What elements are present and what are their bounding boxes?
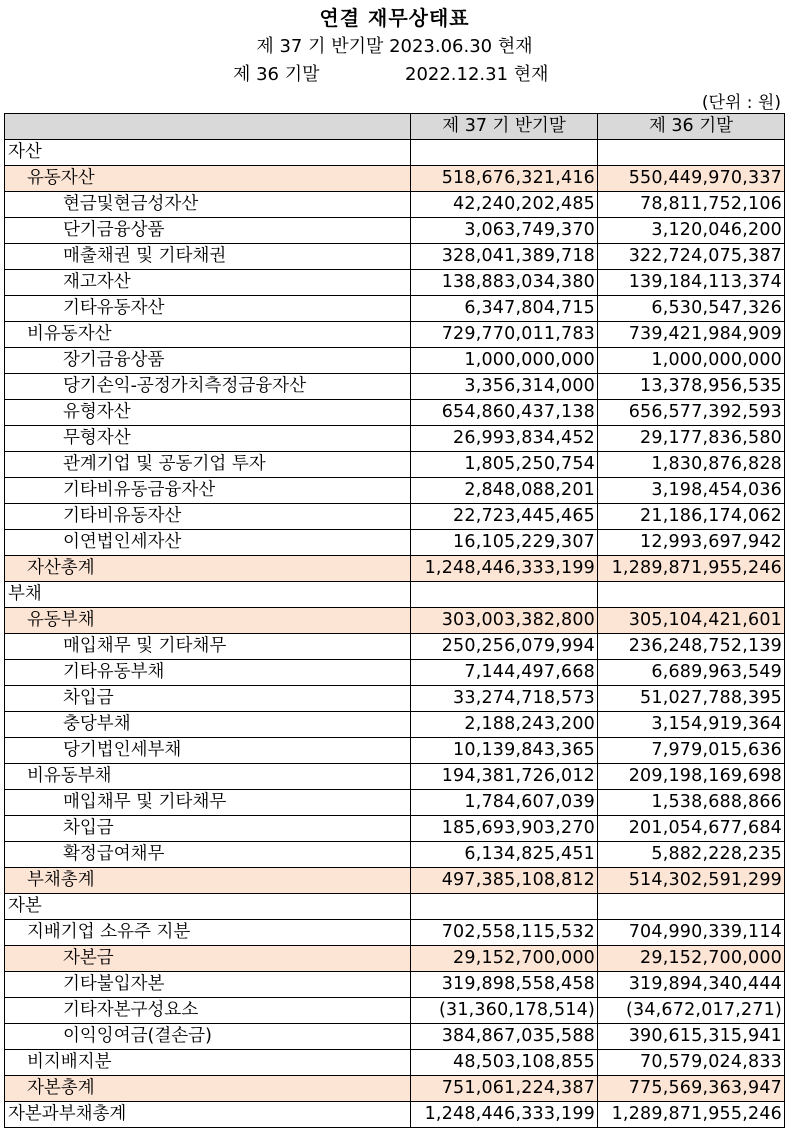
table-row — [5, 582, 785, 608]
account-label: 자본 — [5, 894, 411, 920]
table-row — [5, 530, 785, 556]
prior-period-value: 739,421,984,909 — [598, 322, 785, 348]
current-period-value: 10,139,843,365 — [411, 738, 598, 764]
balance-sheet-table — [4, 113, 785, 1128]
current-period: 제 37 기 반기말 2023.06.30 현재 — [256, 36, 533, 57]
table-row — [5, 1050, 785, 1076]
table-row — [5, 426, 785, 452]
account-label: 지배기업 소유주 지분 — [5, 920, 411, 946]
prior-period-value: 1,000,000,000 — [598, 348, 785, 374]
current-period-value: 26,993,834,452 — [411, 426, 598, 452]
prior-period-value: 1,289,871,955,246 — [598, 556, 785, 582]
prior-period-value: 13,378,956,535 — [598, 374, 785, 400]
table-row — [5, 400, 785, 426]
prior-period-value: 1,830,876,828 — [598, 452, 785, 478]
table-row — [5, 192, 785, 218]
table-row — [5, 686, 785, 712]
account-label: 기타비유동금융자산 — [5, 478, 411, 504]
table-row — [5, 842, 785, 868]
current-period-value — [411, 582, 598, 608]
prior-period-label: 제 36 기말 — [233, 64, 320, 85]
account-label: 비유동부채 — [5, 764, 411, 790]
prior-period-value: 775,569,363,947 — [598, 1076, 785, 1102]
account-label: 충당부채 — [5, 712, 411, 738]
prior-period-value — [598, 140, 785, 166]
account-label: 기타유동자산 — [5, 296, 411, 322]
account-label: 유형자산 — [5, 400, 411, 426]
table-row — [5, 556, 785, 582]
account-label: 단기금융상품 — [5, 218, 411, 244]
account-label: 당기법인세부채 — [5, 738, 411, 764]
account-label: 자본금 — [5, 946, 411, 972]
account-label: 확정급여채무 — [5, 842, 411, 868]
prior-period-value: 3,154,919,364 — [598, 712, 785, 738]
prior-period-value: 1,538,688,866 — [598, 790, 785, 816]
column-header-account — [5, 114, 411, 140]
table-row — [5, 270, 785, 296]
account-label: 부채 — [5, 582, 411, 608]
prior-period-value: 305,104,421,601 — [598, 608, 785, 634]
current-period-value: 319,898,558,458 — [411, 972, 598, 998]
current-period-value: 1,248,446,333,199 — [411, 556, 598, 582]
table-row — [5, 244, 785, 270]
account-label: 이익잉여금(결손금) — [5, 1024, 411, 1050]
current-period-value: 328,041,389,718 — [411, 244, 598, 270]
table-header-row — [5, 114, 785, 140]
current-period-value: 1,000,000,000 — [411, 348, 598, 374]
current-period-value: 2,848,088,201 — [411, 478, 598, 504]
current-period-value: 29,152,700,000 — [411, 946, 598, 972]
table-row — [5, 608, 785, 634]
prior-period-value: 201,054,677,684 — [598, 816, 785, 842]
account-label: 유동부채 — [5, 608, 411, 634]
column-header-prior: 제 36 기말 — [598, 114, 785, 140]
account-label: 매출채권 및 기타채권 — [5, 244, 411, 270]
current-period-value: 1,805,250,754 — [411, 452, 598, 478]
current-period-value: 6,134,825,451 — [411, 842, 598, 868]
current-period-value: 250,256,079,994 — [411, 634, 598, 660]
current-period-value — [411, 140, 598, 166]
table-row — [5, 1102, 785, 1128]
table-row — [5, 764, 785, 790]
prior-period-value: 29,177,836,580 — [598, 426, 785, 452]
prior-period-value: 656,577,392,593 — [598, 400, 785, 426]
account-label: 재고자산 — [5, 270, 411, 296]
account-label: 기타불입자본 — [5, 972, 411, 998]
account-label: 관계기업 및 공동기업 투자 — [5, 452, 411, 478]
current-period-value: (31,360,178,514) — [411, 998, 598, 1024]
account-label: 비지배지분 — [5, 1050, 411, 1076]
table-row — [5, 920, 785, 946]
table-row — [5, 712, 785, 738]
table-row — [5, 816, 785, 842]
prior-period-value: 70,579,024,833 — [598, 1050, 785, 1076]
table-body — [5, 140, 785, 1128]
table-row — [5, 322, 785, 348]
account-label: 부채총계 — [5, 868, 411, 894]
prior-period-value: 1,289,871,955,246 — [598, 1102, 785, 1128]
prior-period-value: 550,449,970,337 — [598, 166, 785, 192]
prior-period-value: 6,689,963,549 — [598, 660, 785, 686]
prior-period-value: 7,979,015,636 — [598, 738, 785, 764]
current-period-value: 138,883,034,380 — [411, 270, 598, 296]
table-row — [5, 634, 785, 660]
account-label: 기타자본구성요소 — [5, 998, 411, 1024]
prior-period-value: 139,184,113,374 — [598, 270, 785, 296]
prior-period-value: 3,198,454,036 — [598, 478, 785, 504]
table-row — [5, 166, 785, 192]
table-row — [5, 1024, 785, 1050]
current-period-value — [411, 894, 598, 920]
table-row — [5, 894, 785, 920]
current-period-value: 48,503,108,855 — [411, 1050, 598, 1076]
current-period-value: 654,860,437,138 — [411, 400, 598, 426]
prior-period-value: 319,894,340,444 — [598, 972, 785, 998]
account-label: 매입채무 및 기타채무 — [5, 634, 411, 660]
account-label: 무형자산 — [5, 426, 411, 452]
current-period-value: 751,061,224,387 — [411, 1076, 598, 1102]
table-row — [5, 946, 785, 972]
prior-period-value: 236,248,752,139 — [598, 634, 785, 660]
table-row — [5, 972, 785, 998]
current-period-value: 3,356,314,000 — [411, 374, 598, 400]
prior-period-value: 5,882,228,235 — [598, 842, 785, 868]
current-period-value: 3,063,749,370 — [411, 218, 598, 244]
prior-period-value: 390,615,315,941 — [598, 1024, 785, 1050]
table-row — [5, 140, 785, 166]
account-label: 자본총계 — [5, 1076, 411, 1102]
current-period-value: 497,385,108,812 — [411, 868, 598, 894]
table-row — [5, 1076, 785, 1102]
current-period-value: 7,144,497,668 — [411, 660, 598, 686]
account-label: 이연법인세자산 — [5, 530, 411, 556]
prior-period-value: 514,302,591,299 — [598, 868, 785, 894]
account-label: 유동자산 — [5, 166, 411, 192]
prior-period-value: 29,152,700,000 — [598, 946, 785, 972]
prior-period-value: 322,724,075,387 — [598, 244, 785, 270]
current-period-value: 2,188,243,200 — [411, 712, 598, 738]
account-label: 장기금융상품 — [5, 348, 411, 374]
table-row — [5, 868, 785, 894]
prior-period-value: 12,993,697,942 — [598, 530, 785, 556]
table-row — [5, 790, 785, 816]
table-row — [5, 504, 785, 530]
current-period-value: 22,723,445,465 — [411, 504, 598, 530]
account-label: 현금및현금성자산 — [5, 192, 411, 218]
current-period-value: 16,105,229,307 — [411, 530, 598, 556]
current-period-value: 518,676,321,416 — [411, 166, 598, 192]
current-period-value: 33,274,718,573 — [411, 686, 598, 712]
current-period-value: 42,240,202,485 — [411, 192, 598, 218]
prior-period-value: 21,186,174,062 — [598, 504, 785, 530]
table-row — [5, 218, 785, 244]
account-label: 매입채무 및 기타채무 — [5, 790, 411, 816]
account-label: 비유동자산 — [5, 322, 411, 348]
current-period-value: 384,867,035,588 — [411, 1024, 598, 1050]
account-label: 차입금 — [5, 686, 411, 712]
account-label: 당기손익-공정가치측정금융자산 — [5, 374, 411, 400]
table-row — [5, 348, 785, 374]
prior-period-value: 51,027,788,395 — [598, 686, 785, 712]
table-row — [5, 478, 785, 504]
table-row — [5, 374, 785, 400]
page-title: 연결 재무상태표 — [319, 6, 470, 30]
table-row — [5, 660, 785, 686]
prior-period-value: (34,672,017,271) — [598, 998, 785, 1024]
table-row — [5, 998, 785, 1024]
prior-period-value: 704,990,339,114 — [598, 920, 785, 946]
prior-period-value: 3,120,046,200 — [598, 218, 785, 244]
current-period-value: 185,693,903,270 — [411, 816, 598, 842]
account-label: 자산 — [5, 140, 411, 166]
account-label: 자본과부채총계 — [5, 1102, 411, 1128]
current-period-value: 1,248,446,333,199 — [411, 1102, 598, 1128]
current-period-value: 194,381,726,012 — [411, 764, 598, 790]
table-row — [5, 296, 785, 322]
current-period-value: 303,003,382,800 — [411, 608, 598, 634]
prior-period-value — [598, 582, 785, 608]
account-label: 기타비유동자산 — [5, 504, 411, 530]
table-row — [5, 738, 785, 764]
current-period-value: 1,784,607,039 — [411, 790, 598, 816]
account-label: 기타유동부채 — [5, 660, 411, 686]
account-label: 자산총계 — [5, 556, 411, 582]
current-period-value: 729,770,011,783 — [411, 322, 598, 348]
current-period-value: 6,347,804,715 — [411, 296, 598, 322]
prior-period-date: 2022.12.31 현재 — [405, 64, 549, 85]
account-label: 차입금 — [5, 816, 411, 842]
prior-period-value: 78,811,752,106 — [598, 192, 785, 218]
prior-period-value — [598, 894, 785, 920]
table-row — [5, 452, 785, 478]
prior-period-value: 6,530,547,326 — [598, 296, 785, 322]
prior-period-value: 209,198,169,698 — [598, 764, 785, 790]
unit-label: (단위 : 원) — [701, 93, 781, 113]
current-period-value: 702,558,115,532 — [411, 920, 598, 946]
column-header-current: 제 37 기 반기말 — [411, 114, 598, 140]
